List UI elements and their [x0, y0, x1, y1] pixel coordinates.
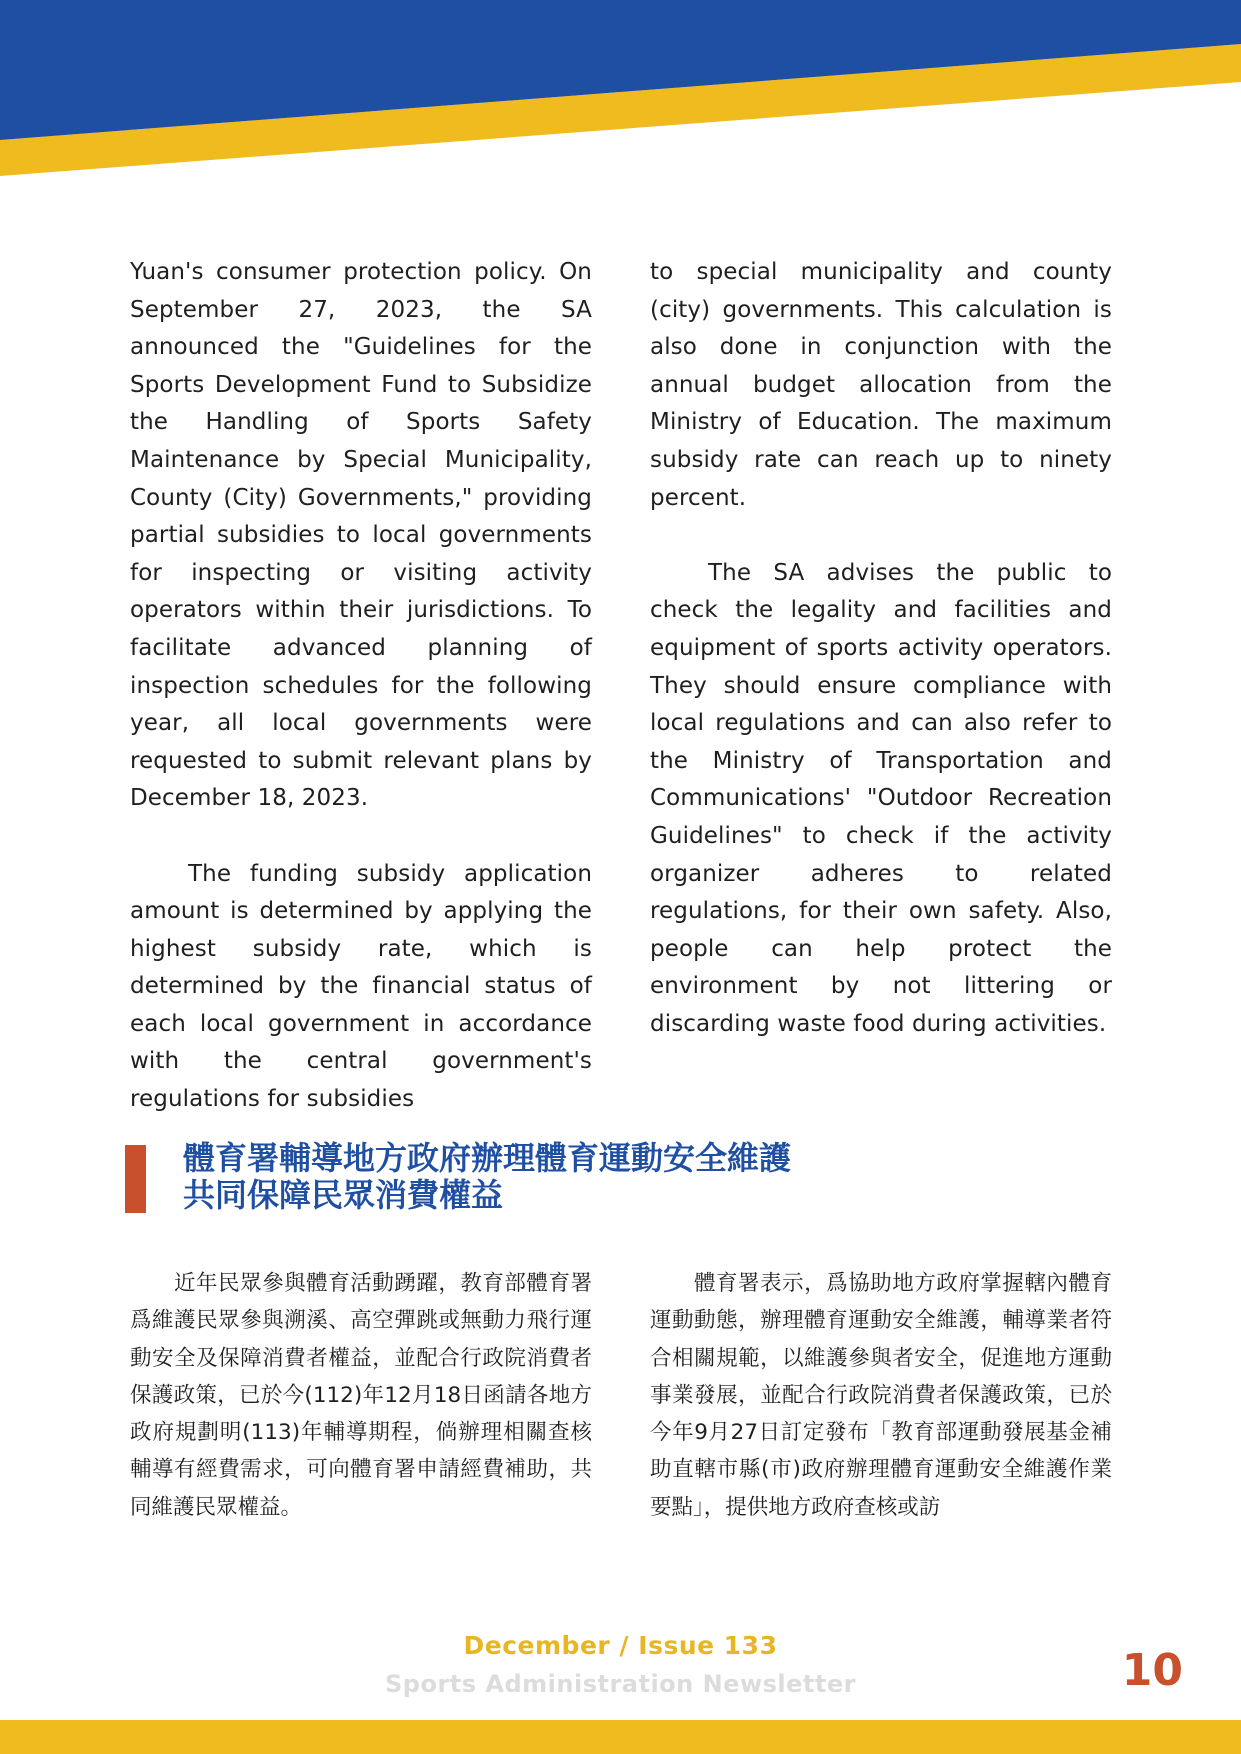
footer-newsletter-name: Sports Administration Newsletter [384, 1670, 856, 1698]
english-column-left [130, 254, 592, 1119]
title-accent-bar [125, 1145, 146, 1213]
chinese-title-line-2: 共同保障民眾消費權益 [183, 1176, 504, 1214]
english-left-paragraph-2: The funding subsidy application amount is determined by applying the highest subsidy rate, which is determined by the financial status of each local government in accordance with the central government's regulations for subsidies [130, 860, 592, 1113]
english-column-right [650, 254, 1112, 1043]
chinese-right-paragraph: 體育署表示，爲協助地方政府掌握轄內體育運動動態，辦理體育運動安全維護，輔導業者符合相關規範，以維護參與者安全，促進地方運動事業發展，並配合行政院消費者保護政策，已於今年9月27日訂定發布「教育部運動發展基金補助直轄市縣(市)政府辦理體育運動安全維護作業要點」，提供地方政府查核或訪 [650, 1271, 1112, 1520]
english-left-paragraph-1: Yuan's consumer protection policy. On September 27, 2023, the SA announced the "Guidelines for the Sports Development Fund to Subsidize the Handling of Sports Safety Maintenance by Special Municipality, County (City) Governments," providing partial subsidies to local governments for inspecting or visiting activity operators within their jurisdictions. To facilitate advanced planning of inspection schedules for the following year, all local governments were requested to submit relevant plans by December 18, 2023. [130, 259, 592, 812]
page-number: 10 [1121, 1645, 1183, 1696]
chinese-title-line-1: 體育署輔導地方政府辦理體育運動安全維護 [183, 1139, 792, 1177]
header-banner [0, 0, 1241, 200]
english-right-paragraph-1: to special municipality and county (city) governments. This calculation is also done in conjunction with the annual budget allocation from the Ministry of Education. The maximum subsidy rate can reach up to ninety percent. [650, 259, 1112, 511]
footer-strip [0, 1720, 1241, 1754]
chinese-column-right [650, 1265, 1112, 1526]
footer-issue: December / Issue 133 [463, 1631, 778, 1660]
chinese-left-paragraph: 近年民眾參與體育活動踴躍，教育部體育署爲維護民眾參與溯溪、高空彈跳或無動力飛行運動安全及保障消費者權益，並配合行政院消費者保護政策，已於今(112)年12月18日函請各地方政府規劃明(113)年輔導期程，倘辦理相關查核輔導有經費需求，可向體育署申請經費補助，共同維護民眾權益。 [130, 1271, 592, 1520]
chinese-section-title [183, 1140, 983, 1214]
english-right-paragraph-2: The SA advises the public to check the legality and facilities and equipment of sports activity operators. They should ensure compliance with local regulations and can also refer to the Ministry of Transportation and Communications' "Outdoor Recreation Guidelines" to check if the activity organizer adheres to related regulations, for their own safety. Also, people can help protect the environment by not littering or discarding waste food during activities. [650, 559, 1112, 1037]
chinese-column-left [130, 1265, 592, 1526]
